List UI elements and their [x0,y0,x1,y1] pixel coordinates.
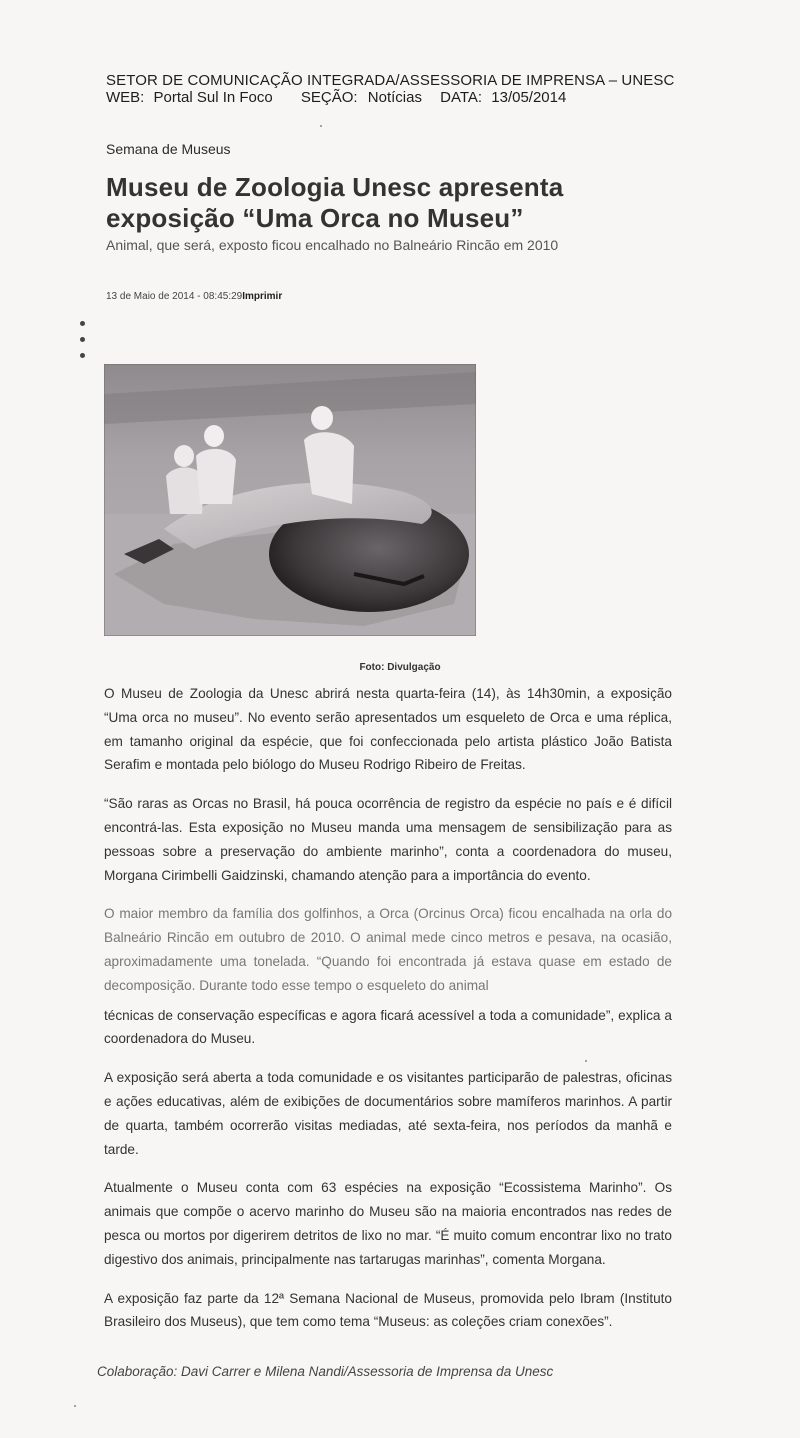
article-body [104,682,672,1349]
article-subtitle: Animal, que será, exposto ficou encalhado no Balneário Rincão em 2010 [106,237,559,253]
article-title: Museu de Zoologia Unesc apresenta exposição “Uma Orca no Museu” [106,172,564,233]
section-value: Notícias [367,89,422,106]
article-section: Semana de Museus [106,141,231,157]
article-paragraph: O maior membro da família dos golfinhos, a Orca (Orcinus Orca) ficou encalhada na orla do Balneário Rincão em outubro de 2010. O animal mede cinco metros e pesava, na ocasião, aproximadamente uma tonelada. “Quando foi encontrada já estava quase em estado de decomposição. Durante todo esse tempo o esqueleto do animal [104,906,672,993]
publish-timestamp: 13 de Maio de 2014 - 08:45:29 [106,291,243,302]
photo-caption: Foto: Divulgação [359,662,441,673]
clipping-header [106,72,706,107]
bullet-icon [80,321,85,326]
article-paragraph: A exposição será aberta a toda comunidade e os visitantes participarão de palestras, oficinas e ações educativas, além de exibições de documentários sobre mamíferos marinhos. A partir de quarta, também ocorrerão visitas mediadas, até sexta-feira, nos períodos da manhã e tarde. [104,1070,672,1157]
article-credit: Colaboração: Davi Carrer e Milena Nandi/Assessoria de Imprensa da Unesc [97,1364,554,1379]
orca-photo [104,364,476,636]
web-value: Portal Sul In Foco [153,89,273,106]
article-paragraph: O Museu de Zoologia da Unesc abrirá nesta quarta-feira (14), às 14h30min, a exposição “Uma orca no museu”. No evento serão apresentados um esqueleto de Orca e uma réplica, em tamanho original da espécie, que foi confeccionada pelo artista plástico João Batista Serafim e montada pelo biólogo do Museu Rodrigo Ribeiro de Freitas. [104,686,672,773]
bullet-icon [80,337,85,342]
article-paragraph: Atualmente o Museu conta com 63 espécies na exposição “Ecossistema Marinho”. Os animais que compõe o acervo marinho do Museu são na maioria encontrados nas redes de pesca ou mortos por digerirem detritos de lixo no mar. “É muito comum encontrar lixo no trato digestivo dos animais, principalmente nas tartarugas marinhas”, comenta Morgana. [104,1180,672,1267]
section-label: SEÇÃO: [300,89,358,106]
share-bullets [80,321,85,369]
date-label: DATA: [440,89,483,106]
article-paragraph: “São raras as Orcas no Brasil, há pouca ocorrência de registro da espécie no país e é difícil encontrá-las. Esta exposição no Museu manda uma mensagem de sensibilização para as pessoas sobre a preservação do ambiente marinho”, conta a coordenadora do museu, Morgana Cirimbelli Gaidzinski, chamando atenção para a importância do evento. [104,796,672,883]
scan-speck [585,1060,587,1062]
scan-speck [74,1405,76,1407]
department-line: SETOR DE COMUNICAÇÃO INTEGRADA/ASSESSORIA DE IMPRENSA – UNESC [106,72,675,89]
date-value: 13/05/2014 [491,89,567,106]
print-link[interactable]: Imprimir [242,291,283,302]
bullet-icon [80,353,85,358]
article-paragraph: técnicas de conservação específicas e agora ficará acessível a toda a comunidade”, explica a coordenadora do Museu. [104,1007,672,1047]
article-dateline [106,291,282,302]
article-paragraph: A exposição faz parte da 12ª Semana Nacional de Museus, promovida pelo Ibram (Instituto Brasileiro dos Museus), que tem como tema “Museus: as coleções criam conexões”. [104,1290,672,1330]
web-label: WEB: [106,89,145,106]
scan-speck [320,125,322,127]
clipping-meta [106,89,706,107]
